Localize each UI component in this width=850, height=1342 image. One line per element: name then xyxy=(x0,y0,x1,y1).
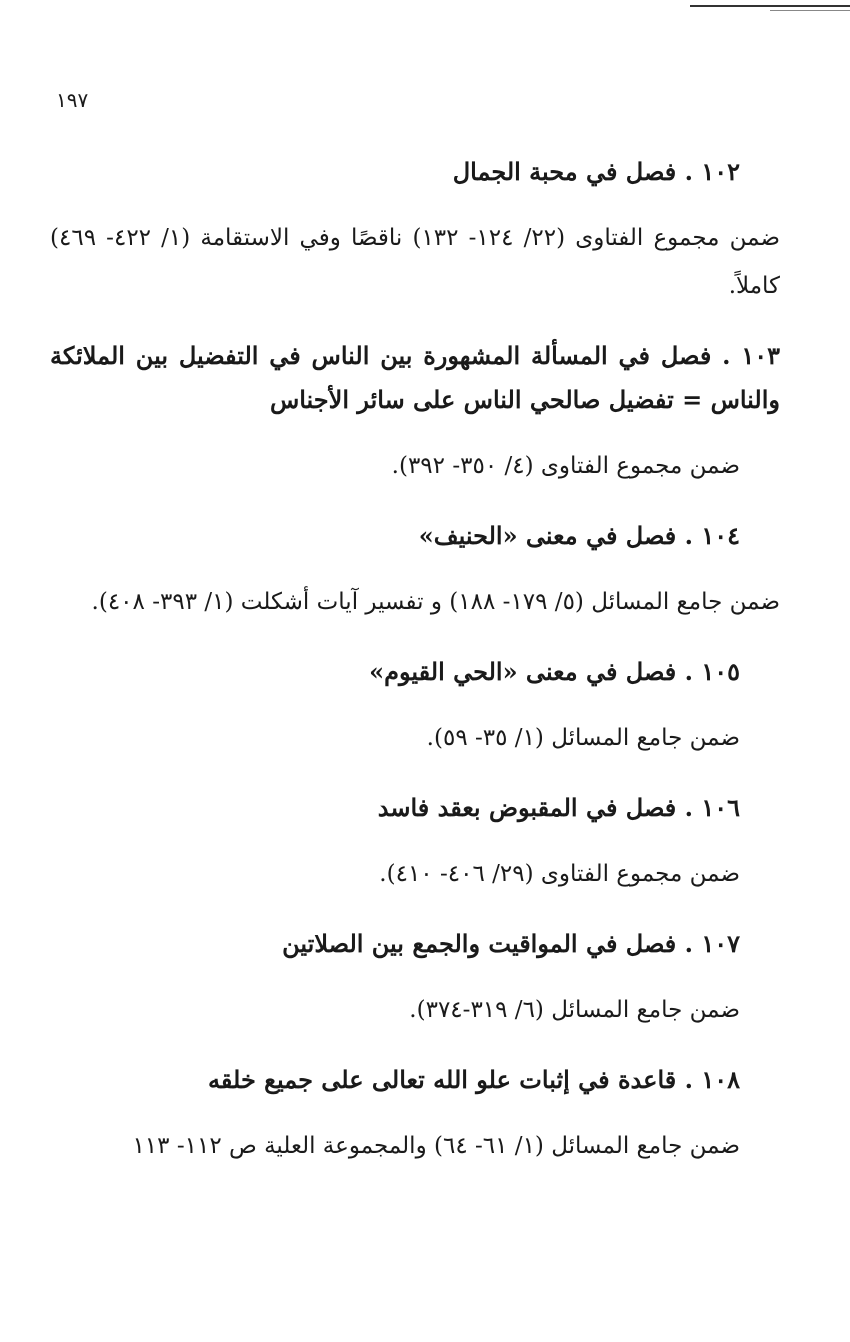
entry-title: ١٠٧ . فصل في المواقيت والجمع بين الصلاتين xyxy=(282,929,740,958)
entry-103 xyxy=(50,334,780,490)
entry-106 xyxy=(50,786,780,898)
entry-105 xyxy=(50,650,780,762)
entry-title: ١٠٢ . فصل في محبة الجمال xyxy=(452,157,740,186)
entry-108 xyxy=(50,1058,780,1170)
entry-source: ضمن جامع المسائل (١/ ٦١- ٦٤) والمجموعة العلية ص ١١٢- ١١٣ xyxy=(132,1133,740,1159)
entry-source: ضمن جامع المسائل (٥/ ١٧٩- ١٨٨) و تفسير آيات أشكلت (١/ ٣٩٣- ٤٠٨). xyxy=(91,589,780,615)
entry-source: ضمن جامع المسائل (١/ ٣٥- ٥٩). xyxy=(426,725,740,751)
entry-title: ١٠٦ . فصل في المقبوض بعقد فاسد xyxy=(377,793,740,822)
entry-source: ضمن مجموع الفتاوى (٤/ ٣٥٠- ٣٩٢). xyxy=(391,453,740,479)
entry-source: ضمن مجموع الفتاوى (٢٢/ ١٢٤- ١٣٢) ناقصًا وفي الاستقامة (١/ ٤٢٢- ٤٦٩) كاملاً. xyxy=(50,225,780,299)
page-number: ١٩٧ xyxy=(56,88,89,112)
entry-title: ١٠٣ . فصل في المسألة المشهورة بين الناس في التفضيل بين الملائكة والناس = تفضيل صالحي الناس على سائر الأجناس xyxy=(50,341,780,414)
entry-107 xyxy=(50,922,780,1034)
entry-title: ١٠٨ . قاعدة في إثبات علو الله تعالى على جميع خلقه xyxy=(208,1065,740,1094)
entry-104 xyxy=(50,514,780,626)
page-content xyxy=(50,150,780,1194)
entry-title: ١٠٥ . فصل في معنى «الحي القيوم» xyxy=(369,657,740,686)
entry-102 xyxy=(50,150,780,310)
entry-title: ١٠٤ . فصل في معنى «الحنيف» xyxy=(418,521,740,550)
top-rule-thin xyxy=(770,10,850,11)
entry-source: ضمن مجموع الفتاوى (٢٩/ ٤٠٦- ٤١٠). xyxy=(379,861,740,887)
top-rule xyxy=(690,5,850,7)
entry-source: ضمن جامع المسائل (٦/ ٣١٩-٣٧٤). xyxy=(409,997,740,1023)
